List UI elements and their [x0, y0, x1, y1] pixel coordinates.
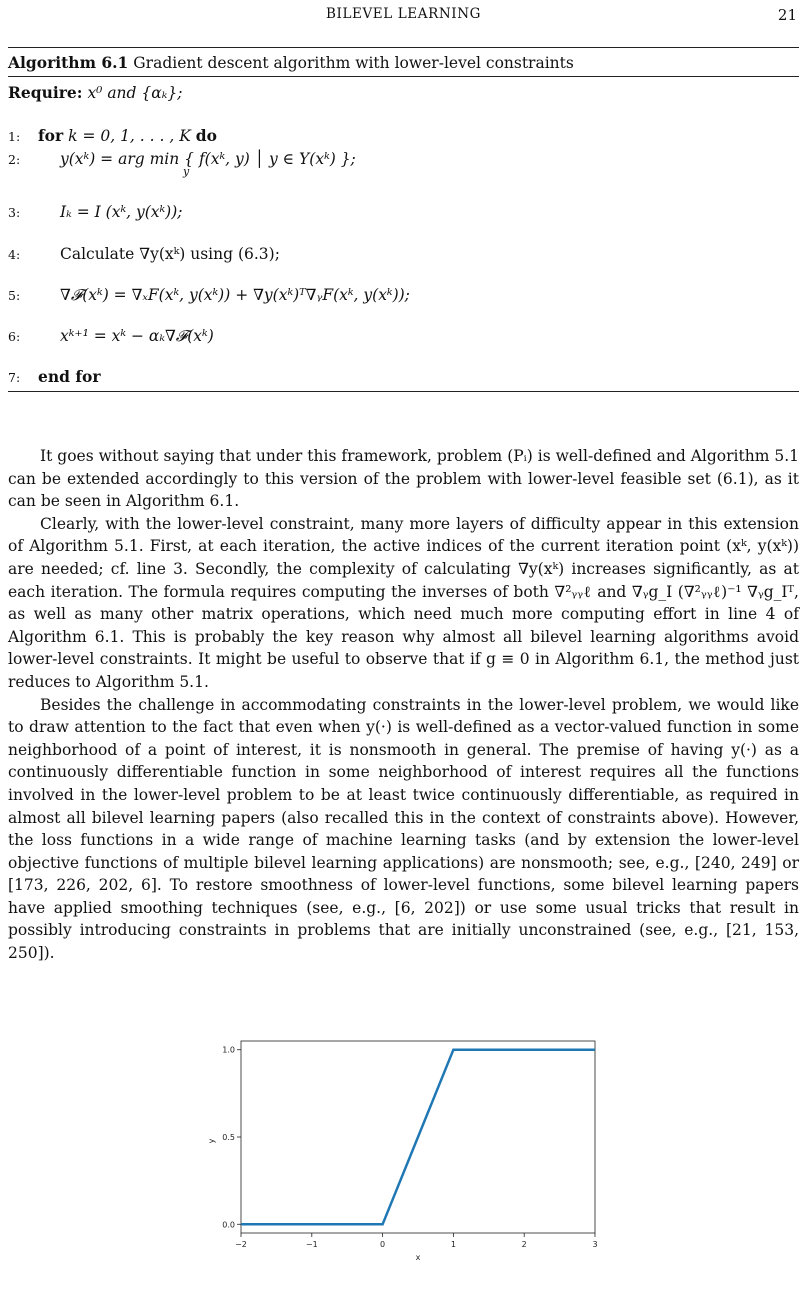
x-tick-label: 3: [592, 1240, 598, 1249]
x-tick-label: 1: [450, 1240, 456, 1249]
keyword-for: for: [38, 126, 64, 145]
algorithm-line-5: [8, 286, 799, 305]
algorithm-line-3: [8, 203, 799, 221]
algorithm-caption: [8, 48, 799, 76]
y-axis-label: y: [207, 1138, 216, 1144]
y-tick-label: 1.0: [222, 1045, 235, 1055]
line-number: 6:: [8, 329, 21, 344]
algorithm-block: [8, 47, 799, 386]
line-text: xᵏ⁺¹ = xᵏ − αₖ∇𝓕(xᵏ): [60, 327, 214, 345]
algorithm-line-1: [8, 126, 799, 145]
y-tick-label: 0.0: [222, 1220, 235, 1230]
paragraph-2: Clearly, with the lower-level constraint, many more layers of difficulty appear in this extension of Algorithm 5.1. First, at each iteration, the active indices of the current iteration point (xᵏ, y(xᵏ)) are needed; cf. line 3. Secondly, the complexity of calculating ∇y(xᵏ) increases significantly, as at each iteration. The formula requires computing the inverses of both ∇²ᵧᵧℓ and ∇ᵧg_I (∇²ᵧᵧℓ)⁻¹ ∇ᵧg_Iᵀ, as well as many other matrix operations, which need much more computing effort in line 4 of Algorithm 6.1. This is probably the key reason why almost all bilevel learning algorithms avoid lower-level constraints. It might be useful to observe that if g ≡ 0 in Algorithm 6.1, the method just reduces to Algorithm 5.1.: [8, 514, 799, 691]
keyword-do: do: [195, 126, 217, 145]
y-tick-label: 0.5: [222, 1133, 235, 1142]
line-number: 1:: [8, 129, 21, 144]
line-number: 3:: [8, 205, 21, 220]
page-number: 21: [777, 6, 797, 24]
figure: [200, 1010, 620, 1279]
x-tick-label: −2: [235, 1240, 247, 1249]
line-text: ∇𝓕(xᵏ) = ∇ₓF(xᵏ, y(xᵏ)) + ∇y(xᵏ)ᵀ∇ᵧF(xᵏ, y(xᵏ));: [60, 286, 410, 304]
line-number: 2:: [8, 152, 21, 167]
argmin-subscript: y: [183, 165, 190, 178]
x-tick-label: −1: [305, 1240, 318, 1249]
line-number: 7:: [8, 370, 21, 385]
algorithm-bottom-rule: [8, 391, 799, 392]
algorithm-label: Algorithm 6.1: [8, 53, 129, 72]
algorithm-line-6: [8, 327, 799, 346]
running-head: BILEVEL LEARNING: [325, 6, 481, 22]
algorithm-line-7: [8, 367, 799, 386]
line-number: 4:: [8, 247, 21, 262]
line-text: k = 0, 1, . . . , K: [68, 127, 191, 145]
algorithm-line-4: [8, 245, 799, 263]
line-text: Calculate ∇y(xᵏ) using (6.3);: [60, 245, 280, 263]
paragraph-1: It goes without saying that under this framework, problem (Pᵢ) is well-defined and Algorithm 5.1 can be extended accordingly to this version of the problem with lower-level feasible set (6.1), as it can be seen in Algorithm 6.1.: [8, 447, 799, 511]
algorithm-title: Gradient descent algorithm with lower-level constraints: [133, 54, 574, 72]
require-body: x⁰ and {αₖ};: [87, 84, 183, 102]
x-tick-label: 2: [521, 1240, 527, 1249]
line-text: Iₖ = I (xᵏ, y(xᵏ));: [60, 203, 183, 221]
x-axis-label: x: [415, 1253, 421, 1262]
line-chart: [200, 1010, 620, 1275]
line-number: 5:: [8, 288, 21, 303]
algorithm-require: [8, 77, 799, 111]
series-line: [241, 1050, 595, 1225]
require-label: Require:: [8, 83, 83, 102]
keyword-end-for: end for: [38, 367, 101, 386]
line-text: y(xᵏ) = arg min { f(xᵏ, y) │ y ∈ Y(xᵏ) };: [60, 150, 356, 168]
x-tick-label: 0: [380, 1240, 386, 1249]
body-text: [8, 445, 799, 965]
page-header: [0, 6, 807, 24]
paragraph-3: Besides the challenge in accommodating constraints in the lower-level problem, we would like to draw attention to the fact that even when y(·) is well-defined as a vector-valued function in some neighborhood of a point of interest, it is nonsmooth in general. The premise of having y(·) as a continuously differentiable function in some neighborhood of interest requires all the functions involved in the lower-level problem to be at least twice continuously differentiable, as required in almost all bilevel learning papers (also recalled this in the context of constraints above). However, the loss functions in a wide range of machine learning tasks (and by extension the lower-level objective functions of multiple bilevel learning applications) are nonsmooth; see, e.g., [240, 249] or [173, 226, 202, 6]. To restore smoothness of lower-level functions, some bilevel learning papers have applied smoothing techniques (see, e.g., [6, 202]) or use some usual tricks that result in possibly introducing constraints in problems that are initially unconstrained (see, e.g., [21, 153, 250]).: [8, 695, 799, 963]
